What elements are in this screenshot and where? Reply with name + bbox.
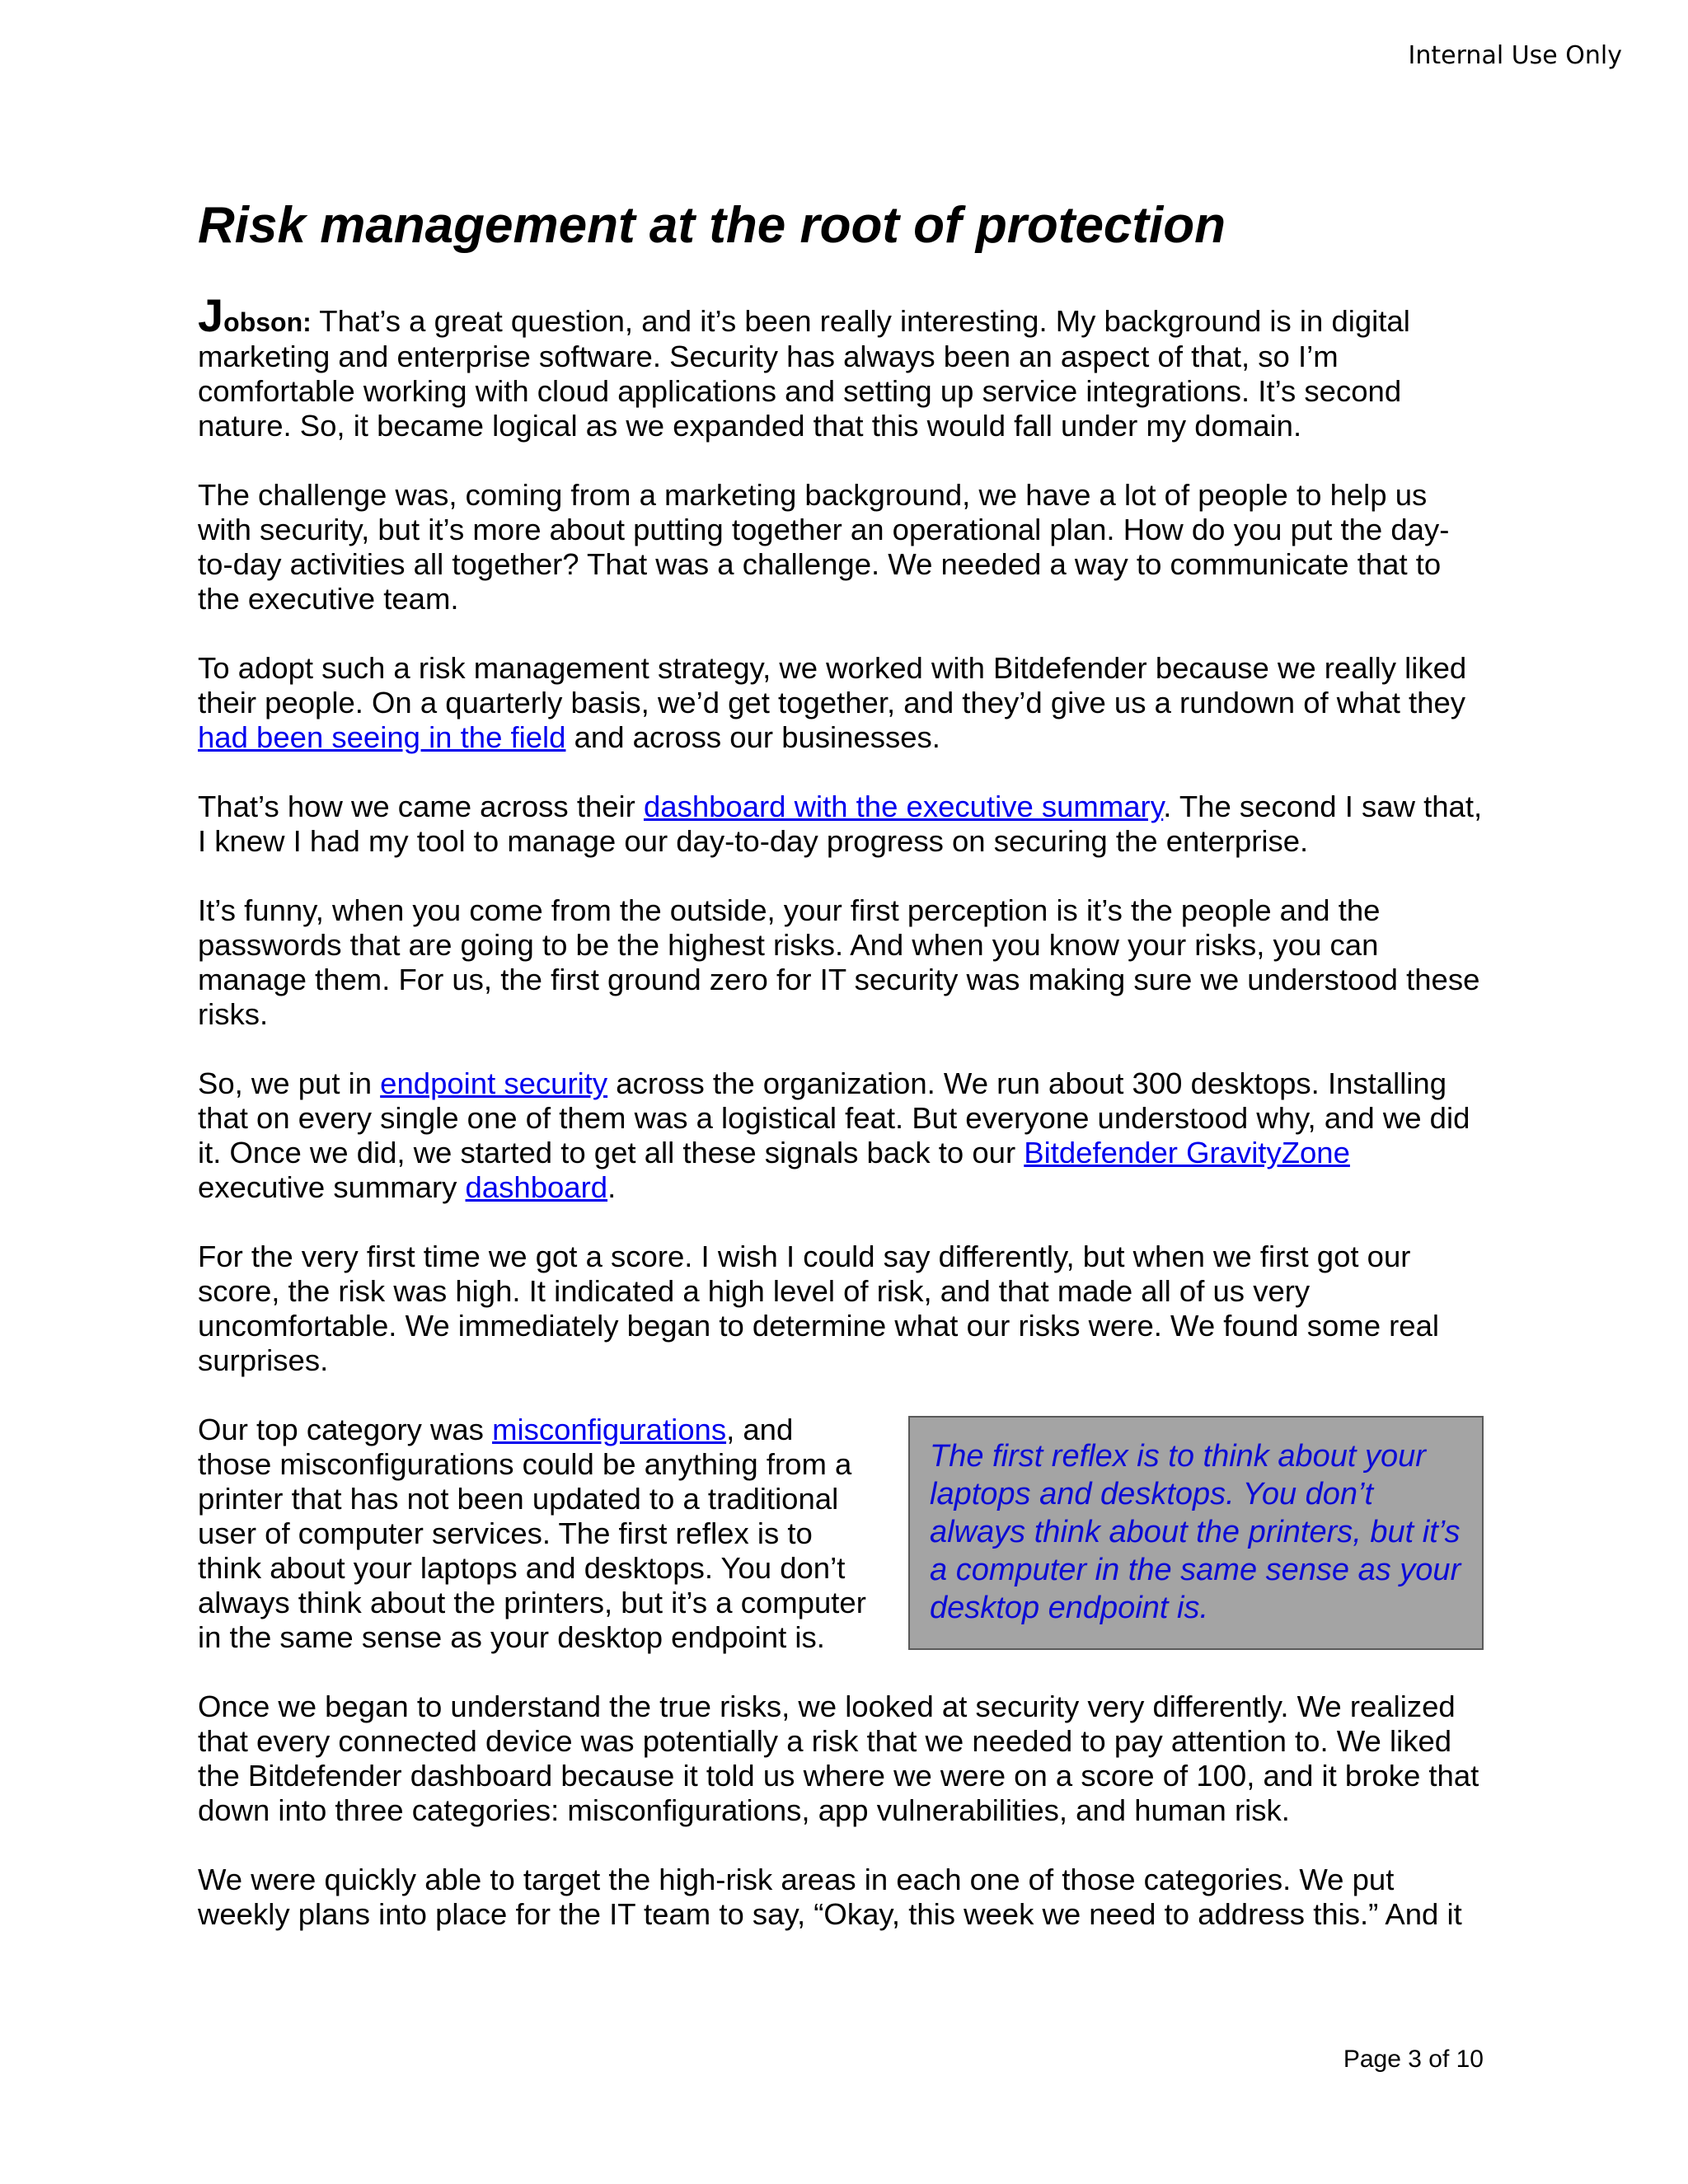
link-bitdefender-gravityzone[interactable]: Bitdefender GravityZone [1024, 1136, 1350, 1170]
paragraph-3 [198, 651, 1484, 755]
pull-quote-text: The first reflex is to think about your laptops and desktops. You don’t always think about the printers, but it’s a computer in the same sense as your desktop endpoint is. [930, 1439, 1461, 1626]
paragraph-8 [198, 1413, 874, 1655]
paragraph-6-text-a: So, we put in [198, 1066, 381, 1101]
paragraph-6-text-b: across the organization. We run about 300 desktops. Installing that on every single one of them was a logistical feat. But everyone understood why, and we did it. Once we did, we started to get all these signals back to our [198, 1066, 1470, 1170]
page-number: Page 3 of 10 [1343, 2046, 1484, 2073]
link-misconfigurations[interactable]: misconfigurations [492, 1413, 727, 1447]
paragraph-1-text: That’s a great question, and it’s been really interesting. My background is in digital marketing and enterprise software. Security has always been an aspect of that, so I’m comfortable working with cloud applications and setting up service integrations. It’s second nature. So, it became logical as we expanded that this would fall under my domain. [198, 304, 1410, 443]
paragraph-4 [198, 790, 1484, 859]
document-page [198, 196, 1484, 1966]
paragraph-6-text-c: executive summary [198, 1170, 466, 1205]
paragraph-1 [198, 289, 1484, 443]
paragraph-5: It’s funny, when you come from the outside, your first perception is it’s the people and the passwords that are going to be the highest risks. And when you know your risks, you can manage them. For us, the first ground zero for IT security was making sure we understood these risks. [198, 893, 1480, 1032]
paragraph-6-text-d: . [607, 1170, 617, 1205]
speaker-name: obson: [223, 307, 312, 338]
pull-quote-box [908, 1416, 1484, 1650]
paragraph-3-text-b: and across our businesses. [565, 720, 940, 755]
paragraph-7: For the very first time we got a score. I wish I could say differently, but when we first got our score, the risk was high. It indicated a high level of risk, and that made all of us very uncomfortable. We immediately began to determine what our risks were. We found some real surprises. [198, 1240, 1439, 1378]
paragraph-8-text-b: , and those misconfigurations could be anything from a printer that has not been updated to a traditional user of computer services. The first reflex is to think about your laptops and desktops. You don’t always think about the printers, but it’s a computer in the same sense as your desktop endpoint is. [198, 1413, 866, 1655]
paragraph-8-text-a: Our top category was [198, 1413, 493, 1447]
link-seeing-in-the-field[interactable]: had been seeing in the field [198, 720, 566, 755]
paragraph-6 [198, 1066, 1484, 1205]
drop-cap: J [198, 289, 224, 342]
link-dashboard[interactable]: dashboard [465, 1170, 608, 1205]
paragraph-4-text-b: . The second I saw that, I knew I had my tool to manage our day-to-day progress on securing the enterprise. [198, 790, 1483, 859]
header-internal-label: Internal Use Only [1408, 41, 1622, 70]
link-dashboard-executive-summary[interactable]: dashboard with the executive summary [643, 790, 1164, 824]
link-endpoint-security[interactable]: endpoint security [380, 1066, 608, 1101]
page-title: Risk management at the root of protection [198, 197, 1226, 254]
paragraph-9: Once we began to understand the true risks, we looked at security very differently. We realized that every connected device was potentially a risk that we needed to pay attention to. We liked the Bitdefender dashboard because it told us where we were on a score of 100, and it broke that down into three categories: misconfigurations, app vulnerabilities, and human risk. [198, 1690, 1479, 1828]
paragraph-3-text-a: To adopt such a risk management strategy, we worked with Bitdefender because we really liked their people. On a quarterly basis, we’d get together, and they’d give us a rundown of what they [198, 651, 1467, 720]
misconfigurations-section [198, 1413, 1484, 1655]
paragraph-2: The challenge was, coming from a marketing background, we have a lot of people to help us with security, but it’s more about putting together an operational plan. How do you put the day-to-day activities all together? That was a challenge. We needed a way to communicate that to the executive team. [198, 478, 1450, 616]
paragraph-10: We were quickly able to target the high-risk areas in each one of those categories. We put weekly plans into place for the IT team to say, “Okay, this week we need to address this.” And it [198, 1863, 1462, 1932]
paragraph-4-text-a: That’s how we came across their [198, 790, 644, 824]
